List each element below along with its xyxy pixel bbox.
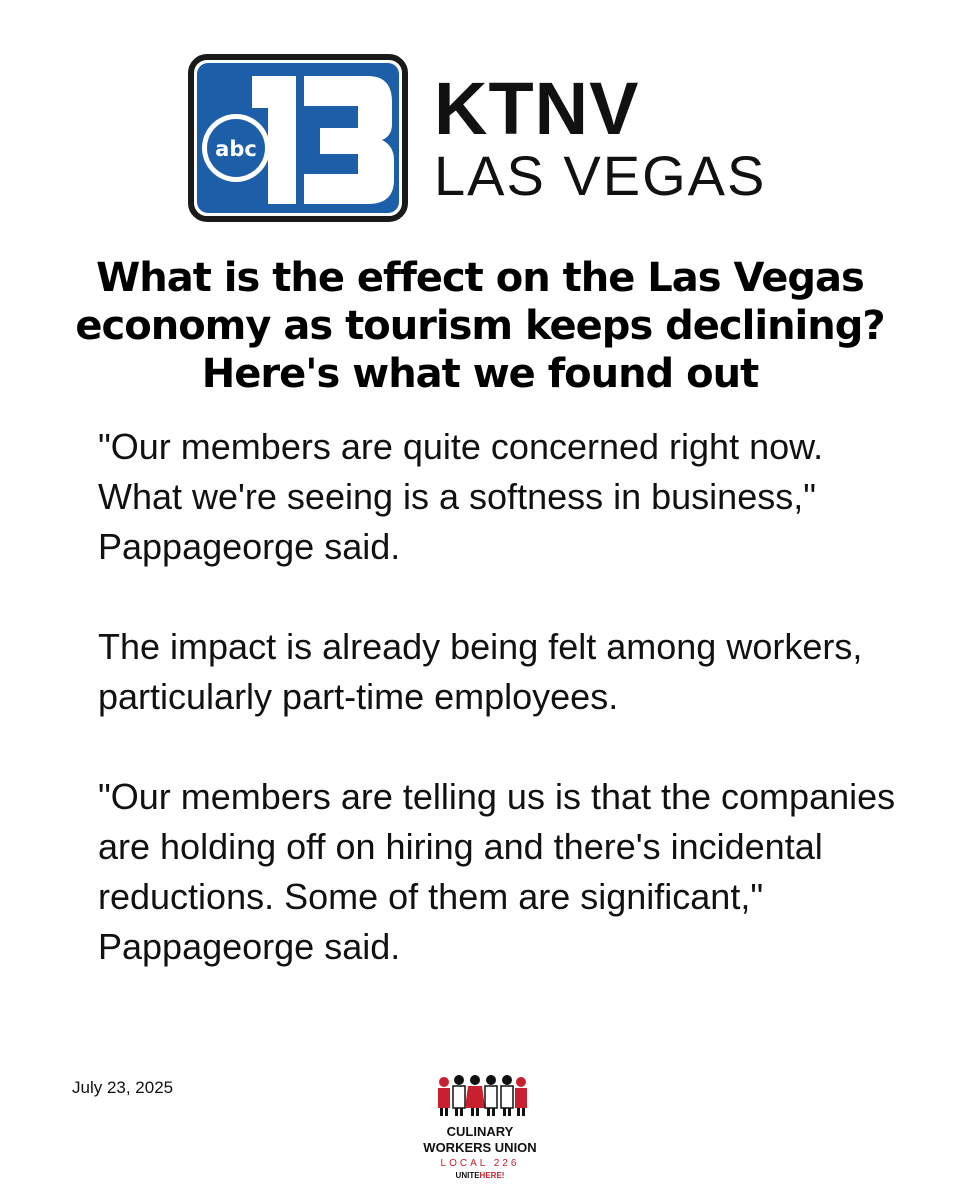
station-city: LAS VEGAS bbox=[434, 144, 767, 207]
headline: What is the effect on the Las Vegas economy as tourism keeps declining? Here's what we found out bbox=[75, 255, 885, 397]
unite-text: UNITE bbox=[455, 1171, 480, 1180]
culinary-union-logo bbox=[420, 1068, 540, 1190]
union-line-1: CULINARY bbox=[446, 1124, 514, 1139]
union-line-4 bbox=[456, 1171, 505, 1180]
union-line-3: LOCAL 226 bbox=[440, 1158, 520, 1169]
union-line-2: WORKERS UNION bbox=[423, 1140, 537, 1155]
quote-paragraph-1: "Our members are quite concerned right now. What we're seeing is a softness in business," Pappageorge said. bbox=[98, 426, 824, 567]
station-call-letters: KTNV bbox=[434, 67, 640, 150]
body-paragraph-2: The impact is already being felt among workers, particularly part-time employees. bbox=[98, 626, 863, 717]
quote-paragraph-3: "Our members are telling us is that the companies are holding off on hiring and there's incidental reductions. Some of them are significant," Pappageorge said. bbox=[98, 776, 896, 967]
abc13-badge-logo bbox=[188, 54, 408, 222]
station-logo bbox=[188, 54, 788, 224]
worker-figures-icon bbox=[438, 1075, 527, 1116]
article-body bbox=[98, 422, 898, 1022]
publish-date: July 23, 2025 bbox=[72, 1078, 174, 1097]
abc-text: abc bbox=[215, 137, 257, 161]
station-wordmark bbox=[434, 67, 767, 207]
here-text: HERE! bbox=[479, 1171, 505, 1180]
